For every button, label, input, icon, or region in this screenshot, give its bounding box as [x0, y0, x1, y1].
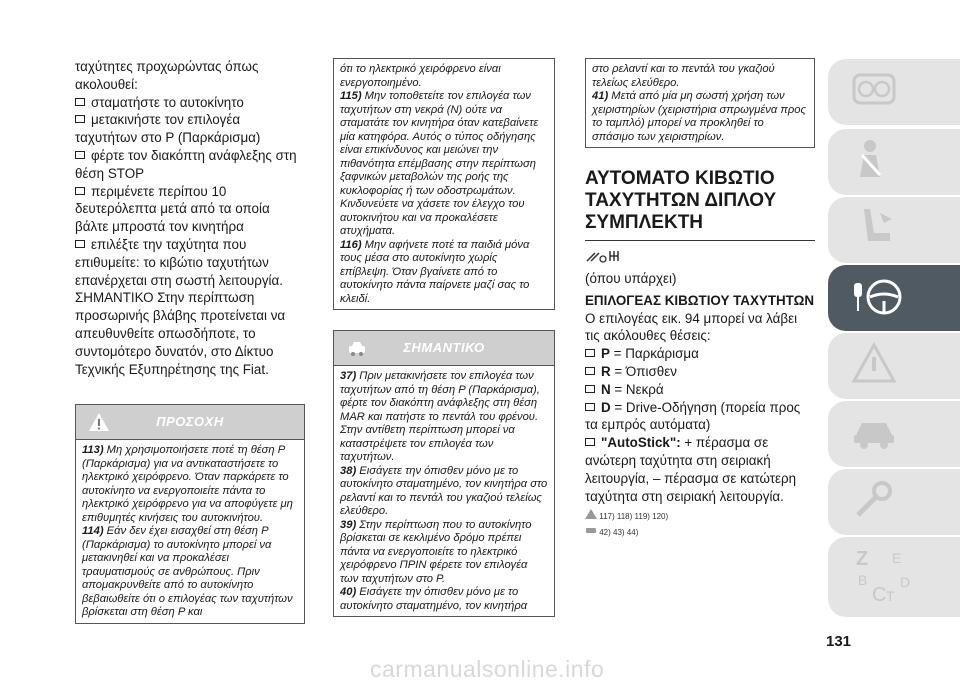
car-damage-icon — [585, 525, 597, 535]
list-item: περιμένετε περίπου 10 δευτερόλεπτα μετά από τα οποία βάλτε μπροστά τον κινητήρα — [75, 183, 270, 235]
list-item: σταματήστε το αυτοκίνητο — [75, 94, 305, 112]
warning-title: ΠΡΟΣΟΧΗ — [156, 414, 224, 430]
note-box-continued — [585, 58, 815, 148]
warning-item: 114) Εάν δεν έχει εισαχθεί στη θέση P (Παρκάρισμα) το αυτοκίνητο μπορεί να μετακινηθεί και να προκαλέσει τραυματισμούς σε ανθρώπους. Πριν απομακρυνθείτε από το αυτοκίνητο βεβαιωθείτε ότι ο επιλογέας των ταχυτήτων βρίσκεται στη θέση P και — [82, 525, 293, 619]
subsection-title: ΕΠΙΛΟΓΕΑΣ ΚΙΒΩΤΙΟΥ ΤΑΧΥΤΗΤΩΝ — [585, 292, 815, 308]
svg-text:T: T — [886, 588, 895, 604]
divider — [585, 240, 815, 241]
list-item: φέρτε τον διακόπτη ανάφλεξης στη θέση STOP — [75, 147, 297, 181]
bullet-box-icon — [75, 115, 85, 123]
gearbox-symbol-icon — [585, 247, 625, 265]
watermark: carmanualsonline.info — [370, 656, 605, 682]
svg-text:D: D — [900, 574, 911, 590]
warning-triangle-icon — [585, 509, 597, 519]
column-3 — [585, 58, 815, 541]
note-item: 41) Μετά από μία μη σωστή χρήση των χειριστηρίων (χειριστήρια σπρωγμένα προς το ταμπλό) μπορεί να προκληθεί το σπάσιμο των χειριστηρίων. — [592, 90, 806, 143]
note-item: 40) Εισάγετε την όπισθεν μόνο με το αυτοκίνητο σταματημένο, τον κινητήρα — [340, 586, 528, 612]
tab-warning-lights[interactable] — [828, 333, 960, 399]
bullet-box-icon — [585, 349, 595, 357]
warning-box-continued — [333, 58, 555, 310]
availability-note: (όπου υπάρχει) — [585, 271, 677, 286]
page-number: 131 — [826, 633, 852, 650]
tab-emergency[interactable] — [828, 401, 960, 467]
tab-driving-active[interactable] — [828, 265, 960, 331]
section-title: ΑΥΤΟΜΑΤΟ ΚΙΒΩΤΙΟ ΤΑΧΥΤΗΤΩΝ ΔΙΠΛΟΥ ΣΥΜΠΛΕΚΤΗ — [585, 168, 777, 233]
note-refs: 42) 43) 44) — [585, 525, 815, 537]
svg-text:B: B — [858, 572, 868, 588]
bullet-box-icon — [585, 438, 595, 446]
list-item: P = Παρκάρισμα — [585, 345, 815, 363]
note-header — [334, 331, 554, 366]
column-1 — [75, 58, 305, 624]
list-item: μετακινήστε τον επιλογέα ταχυτήτων στο P (Παρκάρισμα) — [75, 112, 261, 146]
column-2 — [333, 58, 555, 617]
section-heading — [585, 168, 815, 234]
warning-body — [76, 440, 304, 623]
note-title: ΣΗΜΑΝΤΙΚΟ — [403, 340, 485, 355]
warning-item: 115) Μην τοποθετείτε τον επιλογέα των ταχυτήτων στη νεκρά (N) ούτε να σταματάτε τον κινητήρα όταν κατεβαίνετε μία κατηφόρα. Αυτός ο τύπος οδήγησης είναι επικίνδυνος και μειώνει την πιθανότητα επέμβασης στην περίπτωση ξαφνικών μεταβολών της ροής της κυκλοφορίας ή των οδοστρωμάτων. Κινδυνεύετε να χάσετε τον έλεγχο του αυτοκινήτου και να προκαλέσετε ατυχήματα. — [340, 90, 539, 237]
list-item: R = Όπισθεν — [585, 363, 815, 381]
warning-item: 116) Μην αφήνετε ποτέ τα παιδιά μόνα τους μέσα στο αυτοκίνητο χωρίς επίβλεψη. Όταν βγαίνετε από το αυτοκίνητο πάντα παίρνετε μαζί σας το κλειδί. — [340, 238, 530, 305]
svg-text:Z: Z — [856, 548, 869, 570]
tab-index[interactable] — [828, 537, 960, 617]
note-box — [333, 330, 555, 617]
tab-climate[interactable] — [828, 197, 960, 263]
car-lift-icon — [850, 409, 902, 455]
bullet-box-icon — [75, 240, 85, 248]
bullet-box-icon — [75, 187, 85, 195]
warning-refs: 117) 118) 119) 120) — [585, 509, 815, 521]
key-steering-wheel-icon — [850, 273, 906, 321]
tab-maintenance[interactable] — [828, 469, 960, 535]
list-item: D = Drive-Οδήγηση (πορεία προς τα εμπρός αυτόματα) — [585, 399, 801, 433]
list-item: επιλέξτε την ταχύτητα που επιθυμείτε: το κιβώτιο ταχυτήτων επανέρχεται στη σωστή λειτουργία. — [75, 236, 283, 288]
intro-text: ταχύτητες προχωρώντας όπως ακολουθεί: — [75, 59, 259, 92]
warning-item: 113) Μη χρησιμοποιήσετε ποτέ τη θέση P (Παρκάρισμα) για να αντικαταστήσετε το ηλεκτρικό χειρόφρενο. Όταν παρκάρετε το αυτοκίνητο να ενεργοποιείτε πάντα το ηλεκτρικό χειρόφρενο για να αποφύγετε μη επιθυμητές κινήσεις του αυτοκινήτου. — [82, 444, 293, 524]
tab-dashboard[interactable] — [828, 59, 960, 125]
note-item: 38) Εισάγετε την όπισθεν μόνο με το αυτοκίνητο σταματημένο, τον κινητήρα στο ρελαντί και το πεντάλ του γκαζιού τελείως ελεύθερο. — [340, 464, 548, 517]
bullet-box-icon — [585, 367, 595, 375]
seat-belt-icon — [850, 137, 902, 183]
note-item: 37) Πριν μετακινήσετε τον επιλογέα των ταχυτήτων από τη θέση P (Παρκάρισμα), φέρτε τον διακόπτη ανάφλεξης στη θέση MAR και πατήστε το πεντάλ του φρένου. Στην αντίθετη περίπτωση μπορεί να καταστρέψετε τον επιλογέα των ταχυτήτων. — [340, 370, 540, 463]
svg-text:E: E — [892, 550, 902, 566]
dashboard-icon — [850, 67, 902, 113]
list-item: N = Νεκρά — [585, 381, 815, 399]
note-body — [334, 366, 554, 616]
important-paragraph: ΣΗΜΑΝΤΙΚΟ Στην περίπτωση προσωρινής βλάβης προτείνεται να απευθυνθείτε οπωσδήποτε, το συντομότερο δυνατόν, στο Δίκτυο Τεχνικής Εξυπηρέτησης της Fiat. — [75, 290, 286, 377]
tab-safety[interactable] — [828, 129, 960, 195]
lead-text: Ο επιλογέας εικ. 94 μπορεί να λάβει τις ακόλουθες θέσεις: — [585, 310, 798, 344]
note-item: 39) Στην περίπτωση που το αυτοκίνητο βρίσκεται σε κεκλιμένο δρόμο πρέπει πάντα να ενεργοποιείτε το ηλεκτρικό χειρόφρενο ΠΡΙΝ φέρετε τον επιλογέα των ταχυτήτων στο P. — [340, 518, 532, 585]
seat-icon — [850, 205, 902, 251]
alphabet-index-icon — [850, 545, 920, 607]
note-body: στο ρελαντί και το πεντάλ του γκαζιού τελείως ελεύθερο. 41) Μετά από μία μη σωστή χρήση των χειριστηρίων (χειριστήρια σπρωγμένα προς το ταμπλό) μπορεί να προκληθεί το σπάσιμο των χειριστηρίων. — [586, 59, 814, 147]
warning-header — [76, 405, 304, 440]
list-item: "AutoStick": + πέρασμα σε ανώτερη ταχύτητα στη σειριακή λειτουργία, – πέρασμα σε κατώτερη ταχύτητα στη σειριακή λειτουργία. — [585, 435, 797, 504]
warning-light-icon — [850, 341, 902, 387]
warning-body: ότι το ηλεκτρικό χειρόφρενο είναι ενεργοποιημένο. 115) Μην τοποθετείτε τον επιλογέα των ταχυτήτων στη νεκρά (N) ούτε να σταματάτε τον κινητήρα όταν κατεβαίνετε μία κατηφόρα. Αυτός ο τύπος οδήγησης είναι επικίνδυνος και μειώνει την πιθανότητα επέμβασης στην περίπτωση ξαφνικών μεταβολών της ροής της κυκλοφορίας ή των οδοστρωμάτων. Κινδυνεύετε να χάσετε τον έλεγχο του αυτοκινήτου και να προκαλέσετε ατυχήματα. 116) Μην αφήνετε ποτέ τα παιδιά μόνα τους μέσα στο αυτοκίνητο χωρίς επίβλεψη. Όταν βγαίνετε από το αυτοκίνητο πάντα παίρνετε μαζί σας το κλειδί. — [334, 59, 554, 309]
bullet-box-icon — [585, 403, 595, 411]
bullet-box-icon — [585, 385, 595, 393]
warning-box — [75, 404, 305, 624]
bullet-box-icon — [75, 98, 85, 106]
svg-text:C: C — [872, 584, 887, 606]
bullet-box-icon — [75, 151, 85, 159]
wrench-icon — [850, 477, 902, 523]
